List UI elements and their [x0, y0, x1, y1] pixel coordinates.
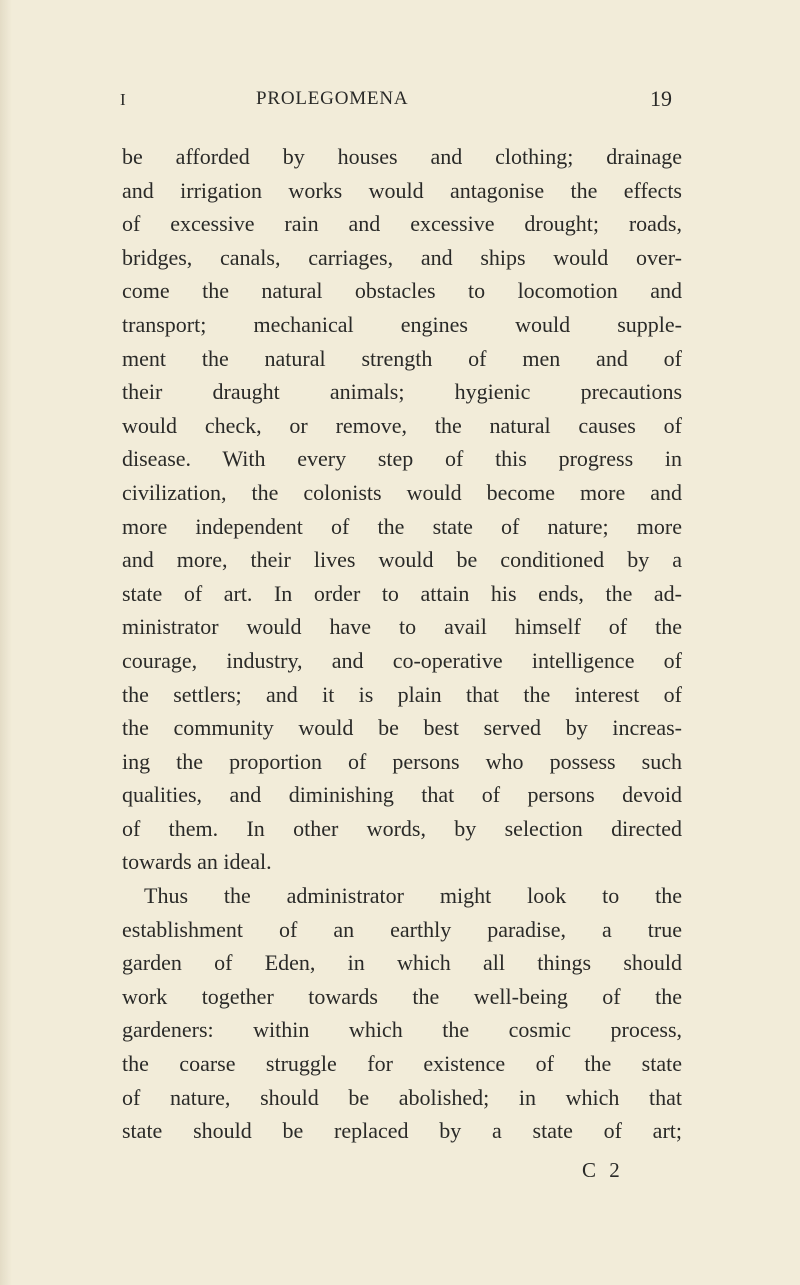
text-line: of excessive rain and excessive drought; roads,	[122, 211, 682, 237]
text-line: establishment of an earthly paradise, a true	[122, 916, 682, 942]
text-line: qualities, and diminishing that of persons devoid	[122, 782, 682, 808]
text-line: transport; mechanical engines would supple-	[122, 311, 682, 337]
signature-mark: C 2	[582, 1158, 624, 1182]
text-line: and irrigation works would antagonise the effects	[122, 177, 682, 203]
text-line: ment the natural strength of men and of	[122, 345, 682, 371]
text-line: disease. With every step of this progress in	[122, 446, 682, 472]
text-line: of nature, should be abolished; in which that	[122, 1084, 682, 1110]
text-line: ministrator would have to avail himself of the	[122, 614, 682, 640]
text-line: state should be replaced by a state of art;	[122, 1118, 682, 1144]
text-line: the settlers; and it is plain that the interest of	[122, 681, 682, 707]
text-line: would check, or remove, the natural causes of	[122, 412, 682, 438]
page-header	[0, 86, 800, 116]
text-line: civilization, the colonists would become more and	[122, 479, 682, 505]
text-line: bridges, canals, carriages, and ships would over-	[122, 244, 682, 270]
paragraph-end-line: towards an ideal.	[122, 849, 272, 875]
section-mark: I	[120, 90, 126, 109]
page-number: 19	[650, 86, 672, 111]
text-line: be afforded by houses and clothing; drainage	[122, 144, 682, 169]
text-line: come the natural obstacles to locomotion and	[122, 278, 682, 304]
text-line: state of art. In order to attain his ends, the ad-	[122, 580, 682, 606]
text-line: the community would be best served by increas-	[122, 715, 682, 741]
text-line: the coarse struggle for existence of the state	[122, 1051, 682, 1077]
text-line: their draught animals; hygienic precautions	[122, 379, 682, 405]
text-line: and more, their lives would be conditioned by a	[122, 547, 682, 573]
text-line: ing the proportion of persons who possess such	[122, 748, 682, 774]
body-text	[122, 140, 682, 1148]
text-line: courage, industry, and co-operative intelligence of	[122, 647, 682, 673]
page-gutter-shadow	[0, 0, 12, 1285]
running-head: PROLEGOMENA	[256, 88, 409, 109]
paragraph-start-line: Thus the administrator might look to the	[144, 883, 682, 909]
text-line: of them. In other words, by selection directed	[122, 815, 682, 841]
text-line: work together towards the well-being of the	[122, 983, 682, 1009]
text-line: more independent of the state of nature; more	[122, 513, 682, 539]
text-line: garden of Eden, in which all things should	[122, 950, 682, 976]
text-line: gardeners: within which the cosmic process,	[122, 1017, 682, 1043]
